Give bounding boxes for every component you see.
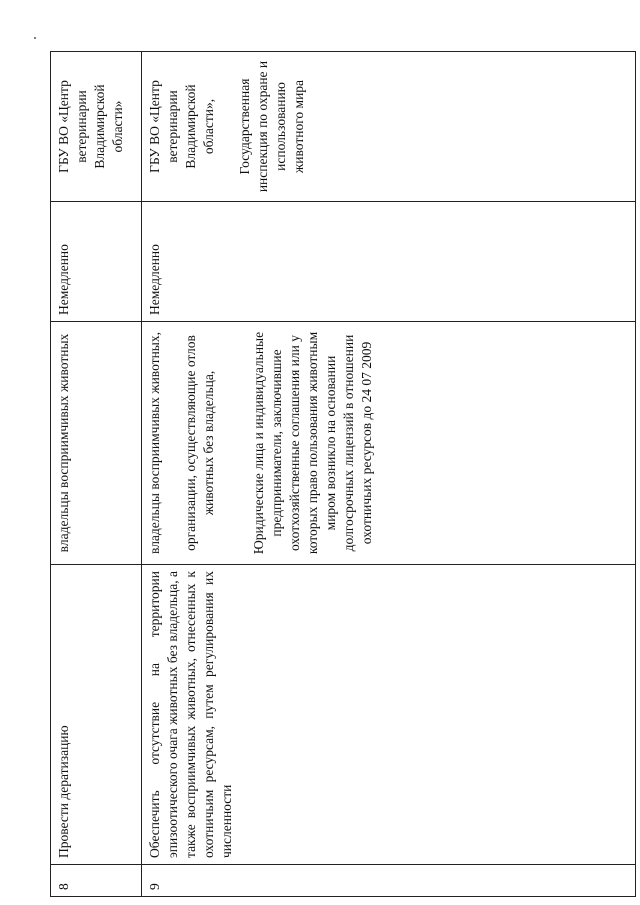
responsible-wildlife-inspection: Государственная инспекция по охране и использованию животного мира (236, 60, 306, 193)
rotated-page-content (50, 52, 635, 897)
responsible-cell (51, 52, 142, 202)
responsible-cell (142, 52, 636, 202)
row-number-cell (142, 865, 636, 897)
category-text: владельцы восприимчивых животных (56, 333, 71, 553)
category-legal-entities: Юридические лица и индивидуальные предприниматели, заключившие охотхозяйственные соглашения или у которых право пользования животным миром возникло на основании долгосрочных лицензий в отношении охотничьих ресурсов до 24 07 2009 (251, 331, 374, 555)
category-owners: владельцы восприимчивых животных, (147, 332, 162, 554)
scan-speck (34, 37, 36, 39)
category-cell (142, 322, 636, 565)
table-row (51, 52, 142, 897)
responsible-text: ГБУ ВО «Центр ветеринарии Владимирской области» (56, 80, 125, 173)
table-row (142, 52, 636, 897)
responsible-vet-center: ГБУ ВО «Центр ветеринарии Владимирской области», (147, 80, 216, 173)
action-text: Обеспечить отсутствие на территории эпизоотического очага животных без владельца, а также восприимчивых животных, отнесенных к охотничьим ресурсам, путем регулирования их численности (147, 570, 234, 858)
term-text: Немедленно (56, 244, 71, 315)
category-cell (51, 322, 142, 565)
term-text: Немедленно (147, 244, 162, 315)
category-organizations: организации, осуществляющие отлов животных без владельца, (182, 335, 216, 551)
action-cell (142, 565, 636, 865)
term-cell (51, 202, 142, 322)
action-cell (51, 565, 142, 865)
measures-table (50, 51, 636, 897)
row-number: 9 (147, 883, 162, 890)
row-number-cell (51, 865, 142, 897)
term-cell (142, 202, 636, 322)
action-text: Провести дератизацию (56, 725, 71, 858)
row-number: 8 (56, 883, 71, 890)
